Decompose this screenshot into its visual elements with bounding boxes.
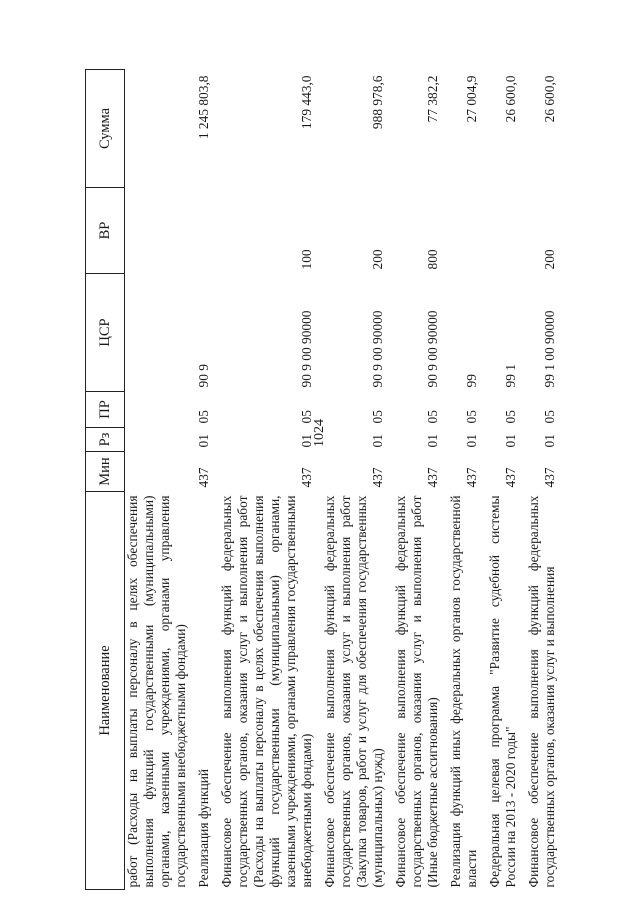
row-name: Финансовое обеспечение выполнения функций федеральных государственных органов, оказания услуг и выполнения работ (Закупка товаров, работ и услуг для обеспечения государственных (муниципальных) нужд) — [322, 495, 385, 888]
table-row — [322, 70, 386, 890]
row-csr: 99 1 — [503, 364, 518, 388]
row-min: 437 — [299, 467, 314, 488]
header-vr: ВР — [86, 188, 125, 274]
table-row — [125, 70, 190, 890]
row-name: Финансовое обеспечение выполнения функций федеральных государственных органов, оказания услуг и выполнения работ (Иные бюджетные ассигнования) — [393, 495, 440, 888]
budget-table — [85, 69, 558, 890]
row-min — [125, 452, 190, 492]
row-rz: 01 — [196, 434, 211, 448]
row-pr: 05 — [196, 410, 211, 424]
header-rz: Рз — [86, 428, 125, 452]
header-min: Мин — [86, 452, 125, 492]
row-sum — [125, 70, 190, 188]
row-rz: 01 — [503, 434, 518, 448]
row-sum: 26 600,0 — [542, 75, 557, 123]
row-csr: 99 1 00 90000 — [542, 310, 557, 388]
row-name: Федеральная целевая программа "Развитие судебной системы России на 2013 - 2020 годы" — [487, 495, 518, 888]
row-pr — [125, 392, 190, 428]
row-csr: 99 — [464, 374, 479, 388]
row-name: Реализация функций иных федеральных органов государственной власти — [448, 495, 479, 888]
row-rz — [125, 428, 190, 452]
table-row — [196, 70, 212, 890]
row-min: 437 — [370, 467, 385, 488]
row-vr: 800 — [425, 249, 440, 270]
row-vr: 100 — [299, 249, 314, 270]
row-rz: 01 — [425, 434, 440, 448]
row-pr: 05 — [503, 410, 518, 424]
row-pr: 05 — [299, 410, 314, 424]
row-sum: 179 443,0 — [299, 75, 314, 130]
row-pr: 05 — [464, 410, 479, 424]
row-csr: 90 9 00 90000 — [370, 310, 385, 388]
row-csr — [125, 274, 190, 392]
row-rz: 01 — [464, 434, 479, 448]
row-pr: 05 — [542, 410, 557, 424]
row-vr — [125, 188, 190, 274]
row-csr: 90 9 00 90000 — [299, 310, 314, 388]
table-row — [526, 70, 558, 890]
row-vr — [196, 188, 212, 274]
row-rz: 01 — [299, 434, 314, 448]
table-row — [393, 70, 441, 890]
row-vr: 200 — [370, 249, 385, 270]
row-sum: 77 382,2 — [425, 75, 440, 123]
row-min: 437 — [425, 467, 440, 488]
row-vr — [448, 188, 480, 274]
rotated-page-content — [85, 70, 615, 890]
row-csr: 90 9 — [196, 364, 211, 388]
row-min: 437 — [196, 467, 211, 488]
row-sum: 26 600,0 — [503, 75, 518, 123]
row-sum: 1 245 803,8 — [196, 75, 211, 140]
row-name: работ (Расходы на выплаты персоналу в целях обеспечения выполнения функций государственными (муниципальными) органами, казенными учреждениями, органами управления государственными внебюджетными фондами) — [125, 495, 188, 888]
header-pr: ПР — [86, 392, 125, 428]
row-vr — [487, 188, 519, 274]
row-sum: 988 978,6 — [370, 75, 385, 130]
row-vr: 200 — [542, 249, 557, 270]
row-name: Финансовое обеспечение выполнения функций федеральных государственных органов, оказания услуг и выполнения — [526, 495, 557, 888]
row-pr: 05 — [370, 410, 385, 424]
row-rz: 01 — [542, 434, 557, 448]
row-rz: 01 — [370, 434, 385, 448]
table-row — [487, 70, 519, 890]
row-min: 437 — [464, 467, 479, 488]
row-pr: 05 — [425, 410, 440, 424]
row-name: Финансовое обеспечение выполнения функций федеральных государственных органов, оказания услуг и выполнения работ (Расходы на выплаты персоналу в целях обеспечения выполнения функций государственными (муниципальными) органами, казенными учреждениями, органами управления государственными внебюджетными фондами) — [219, 495, 314, 888]
page-number: 1024 — [312, 419, 327, 447]
row-name: Реализация функций — [196, 768, 211, 888]
table-row — [448, 70, 480, 890]
row-min: 437 — [542, 467, 557, 488]
header-name: Наименование — [86, 492, 125, 890]
table-header-row — [86, 70, 125, 890]
row-min: 437 — [503, 467, 518, 488]
row-sum: 27 004,9 — [464, 75, 479, 123]
header-sum: Сумма — [86, 70, 125, 188]
header-csr: ЦСР — [86, 274, 125, 392]
table-row — [219, 70, 315, 890]
row-csr: 90 9 00 90000 — [425, 310, 440, 388]
